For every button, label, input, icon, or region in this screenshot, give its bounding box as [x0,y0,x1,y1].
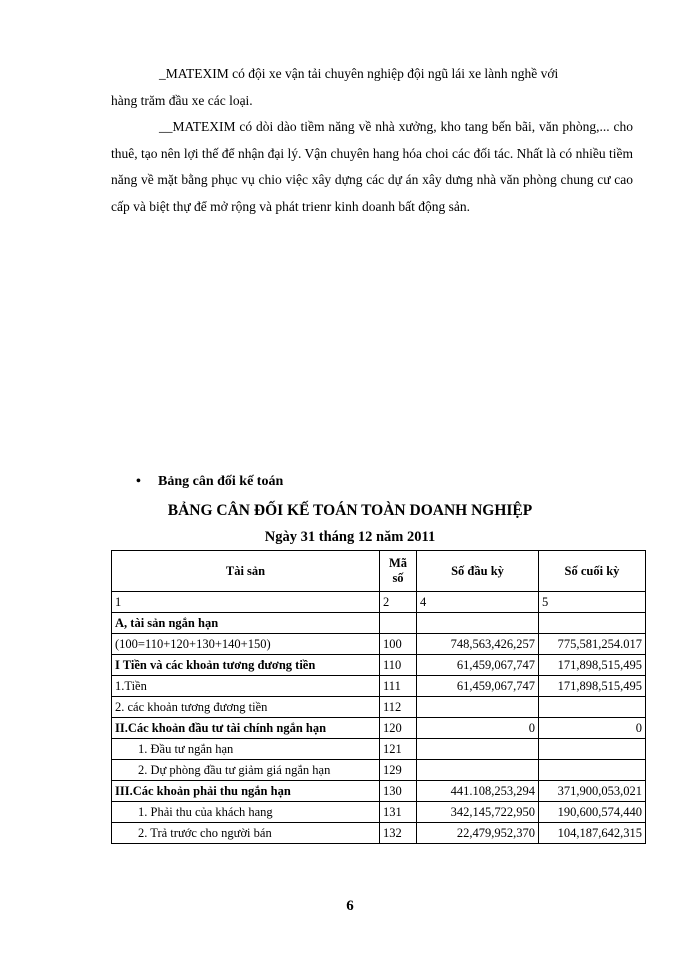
table-cell: 130 [380,781,417,802]
paragraph-2 [111,114,633,220]
table-cell: 1.Tiền [112,676,380,697]
table-cell: 0 [539,718,646,739]
page-number: 6 [346,898,354,914]
table-cell: I Tiền và các khoản tương đương tiền [112,655,380,676]
table-cell: 111 [380,676,417,697]
table-cell: 132 [380,823,417,844]
table-cell: 748,563,426,257 [417,634,539,655]
header-closing: Số cuối kỳ [539,551,646,592]
table-cell: II.Các khoản đầu tư tài chính ngắn hạn [112,718,380,739]
table-cell: 104,187,642,315 [539,823,646,844]
table-row [112,760,646,781]
table-cell: 371,900,053,021 [539,781,646,802]
table-cell: 110 [380,655,417,676]
table-cell: 775,581,254.017 [539,634,646,655]
table-cell: 2. các khoản tương đương tiền [112,697,380,718]
table-cell [539,760,646,781]
table-cell [417,760,539,781]
table-cell: 129 [380,760,417,781]
table-cell: 342,145,722,950 [417,802,539,823]
header-asset: Tài sản [112,551,380,592]
table-cell: 61,459,067,747 [417,655,539,676]
table-cell: 22,479,952,370 [417,823,539,844]
table-row [112,697,646,718]
table-cell: 100 [380,634,417,655]
table-row [112,634,646,655]
table-cell: III.Các khoản phải thu ngắn hạn [112,781,380,802]
table-cell: 441.108,253,294 [417,781,539,802]
table-cell: 2 [380,592,417,613]
table-cell: 4 [417,592,539,613]
table-row [112,802,646,823]
table-index-row [112,592,646,613]
header-code: Mã số [380,551,417,592]
table-cell [539,697,646,718]
table-cell: 190,600,574,440 [539,802,646,823]
table-cell: 171,898,515,495 [539,676,646,697]
table-cell: 131 [380,802,417,823]
table-row [112,823,646,844]
table-row [112,739,646,760]
table-row [112,718,646,739]
table-date: Ngày 31 tháng 12 năm 2011 [264,529,436,545]
table-cell [417,739,539,760]
table-cell: 2. Dự phòng đầu tư giảm giá ngắn hạn [112,760,380,781]
table-row [112,655,646,676]
table-cell: 0 [417,718,539,739]
table-cell: 112 [380,697,417,718]
balance-sheet-table [111,550,646,844]
table-cell [417,697,539,718]
table-cell: 1. Phải thu của khách hang [112,802,380,823]
bullet-text: Bảng cân đối kế toán [158,474,284,489]
table-cell: 5 [539,592,646,613]
paragraph-1-line-2: hàng trăm đầu xe các loại. [111,92,253,108]
table-cell: 1 [112,592,380,613]
bullet-item [136,474,283,490]
table-cell: 171,898,515,495 [539,655,646,676]
bullet-icon: • [136,474,141,489]
table-cell: 120 [380,718,417,739]
table-cell: (100=110+120+130+140+150) [112,634,380,655]
table-row [112,676,646,697]
table-cell: 1. Đầu tư ngắn hạn [112,739,380,760]
table-cell: 61,459,067,747 [417,676,539,697]
header-opening: Số đầu kỳ [417,551,539,592]
table-cell [539,739,646,760]
table-row [112,613,646,634]
table-cell: 121 [380,739,417,760]
paragraph-1 [111,61,633,114]
paragraph-2-text: __MATEXIM có dòi dào tiềm năng về nhà xưởng, kho tang bến bãi, văn phòng,... cho thuê, tạo nên lợi thế để nhận đại lý. Vận chuyên hang hóa choi các đối tác. Nhất là có nhiều tiềm năng về mặt bằng phục vụ chio việc xây dựng các dự án xây dưng nhà văn phòng chung cư cao cấp và biệt thự để mở rộng và phát trienr kinh doanh bất động sản. [111,119,633,214]
table-cell [539,613,646,634]
table-cell [380,613,417,634]
paragraph-1-line-1: _MATEXIM có đội xe vận tải chuyên nghiệp đội ngũ lái xe lành nghề với [159,66,559,81]
table-title: BẢNG CÂN ĐỐI KẾ TOÁN TOÀN DOANH NGHIỆP [167,502,533,519]
table-row [112,781,646,802]
table-cell: 2. Trả trước cho người bán [112,823,380,844]
table-header-row [112,551,646,592]
table-cell: A, tài sản ngắn hạn [112,613,380,634]
table-cell [417,613,539,634]
